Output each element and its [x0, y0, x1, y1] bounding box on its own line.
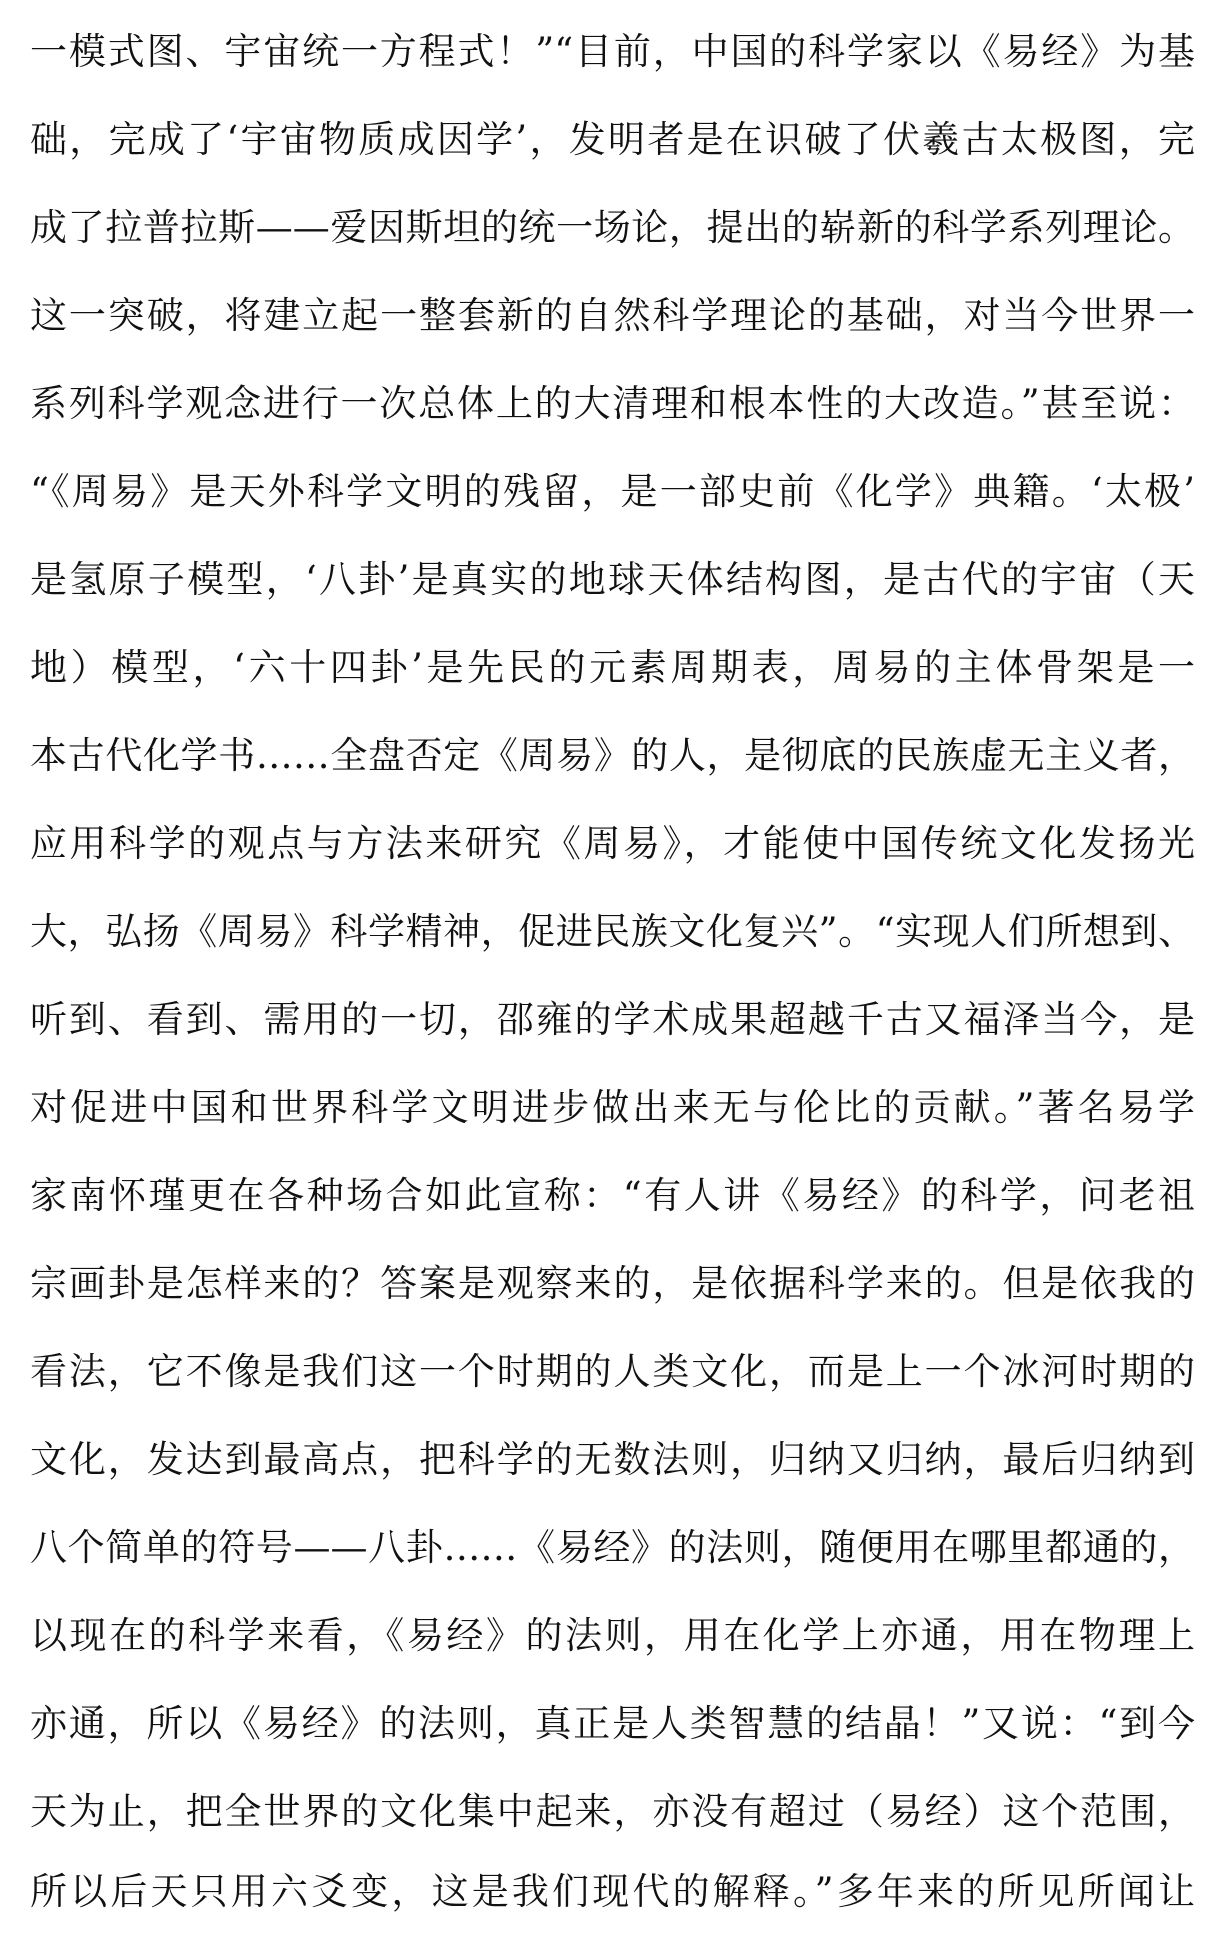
text-line: 八个简单的符号——八卦……《易经》的法则，随便用在哪里都通的， [30, 1526, 1195, 1569]
text-line: 对促进中国和世界科学文明进步做出来无与伦比的贡献。”著名易学 [30, 1086, 1195, 1129]
text-line: 是氢原子模型，‘八卦’是真实的地球天体结构图，是古代的宇宙（天 [30, 558, 1195, 601]
text-line: 应用科学的观点与方法来研究《周易》，才能使中国传统文化发扬光 [30, 822, 1195, 865]
text-line: 听到、看到、需用的一切，邵雍的学术成果超越千古又福泽当今，是 [30, 998, 1195, 1041]
text-line: 宗画卦是怎样来的？答案是观察来的，是依据科学来的。但是依我的 [30, 1262, 1195, 1305]
text-line: 天为止，把全世界的文化集中起来，亦没有超过（易经）这个范围， [30, 1790, 1195, 1833]
text-line: 看法，它不像是我们这一个时期的人类文化，而是上一个冰河时期的 [30, 1350, 1195, 1393]
text-line: 这一突破，将建立起一整套新的自然科学理论的基础，对当今世界一 [30, 294, 1195, 337]
text-line: 家南怀瑾更在各种场合如此宣称：“有人讲《易经》的科学，问老祖 [30, 1174, 1195, 1217]
text-line: 亦通，所以《易经》的法则，真正是人类智慧的结晶！”又说：“到今 [30, 1702, 1195, 1745]
text-line: 大，弘扬《周易》科学精神，促进民族文化复兴”。“实现人们所想到、 [30, 910, 1195, 953]
text-line: 所以后天只用六爻变，这是我们现代的解释。”多年来的所见所闻让 [30, 1870, 1195, 1913]
text-line: 本古代化学书……全盘否定《周易》的人，是彻底的民族虚无主义者， [30, 734, 1195, 777]
text-line: 础，完成了‘宇宙物质成因学’，发明者是在识破了伏羲古太极图，完 [30, 118, 1195, 161]
text-line: 文化，发达到最高点，把科学的无数法则，归纳又归纳，最后归纳到 [30, 1438, 1195, 1481]
text-line: 以现在的科学来看，《易经》的法则，用在化学上亦通，用在物理上 [30, 1614, 1195, 1657]
text-line: 地）模型，‘六十四卦’是先民的元素周期表，周易的主体骨架是一 [30, 646, 1195, 689]
text-line: 成了拉普拉斯——爱因斯坦的统一场论，提出的崭新的科学系列理论。 [30, 206, 1195, 249]
text-line: 一模式图、宇宙统一方程式！”“目前，中国的科学家以《易经》为基 [30, 30, 1195, 73]
text-line: 系列科学观念进行一次总体上的大清理和根本性的大改造。”甚至说： [30, 382, 1195, 425]
text-line: “《周易》是天外科学文明的残留，是一部史前《化学》典籍。‘太极’ [30, 470, 1195, 513]
